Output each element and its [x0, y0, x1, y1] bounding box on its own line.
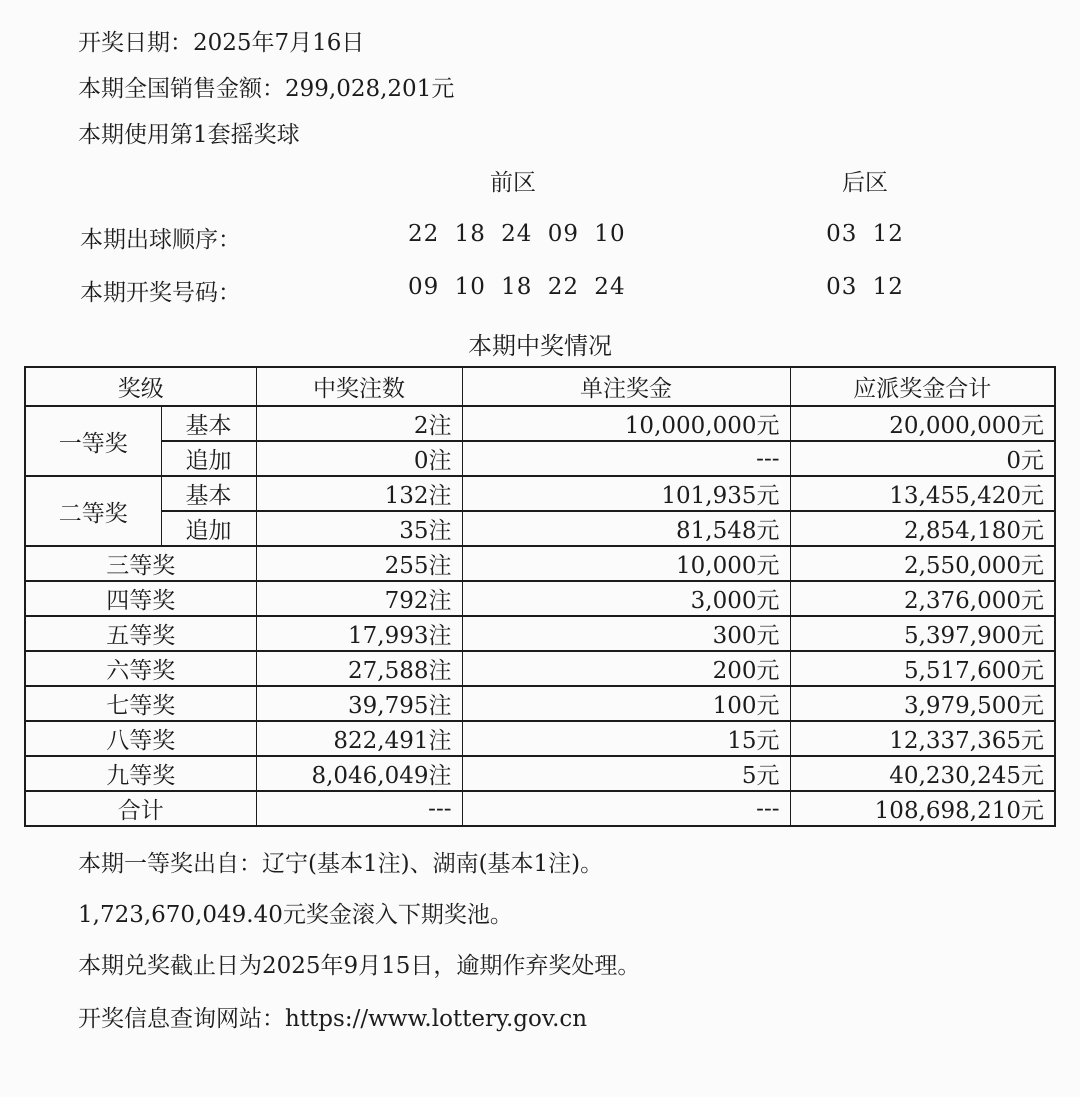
total-prize: 5,517,600元 [790, 651, 1055, 686]
table-row-total [25, 791, 1055, 826]
header-bet-count: 中奖注数 [256, 367, 462, 406]
front-zone-header: 前区 [490, 170, 536, 196]
bet-count: 0注 [256, 441, 462, 476]
per-bet-prize: --- [462, 791, 790, 826]
bet-count: 132注 [256, 476, 462, 511]
total-prize: 0元 [790, 441, 1055, 476]
table-row [25, 546, 1055, 581]
prize-subtype: 追加 [161, 441, 256, 476]
bet-count: 792注 [256, 581, 462, 616]
table-row [25, 651, 1055, 686]
table-header-row [25, 367, 1055, 406]
table-row [25, 616, 1055, 651]
prize-subtype: 基本 [161, 406, 256, 441]
total-prize: 12,337,365元 [790, 721, 1055, 756]
per-bet-prize: 200元 [462, 651, 790, 686]
winning-front-numbers: 09 10 18 22 24 [408, 274, 626, 300]
winning-back-numbers: 03 12 [826, 274, 904, 300]
per-bet-prize: --- [462, 441, 790, 476]
per-bet-prize: 100元 [462, 686, 790, 721]
per-bet-prize: 15元 [462, 721, 790, 756]
sales-amount-line: 本期全国销售金额：299,028,201元 [78, 76, 455, 102]
table-row [25, 721, 1055, 756]
per-bet-prize: 81,548元 [462, 511, 790, 546]
table-row [25, 756, 1055, 791]
winning-numbers-label: 本期开奖号码： [80, 280, 241, 306]
first-prize-origin-line: 本期一等奖出自：辽宁(基本1注)、湖南(基本1注)。 [78, 851, 604, 877]
bet-count: 35注 [256, 511, 462, 546]
header-prize-level: 奖级 [25, 367, 256, 406]
total-prize: 3,979,500元 [790, 686, 1055, 721]
bet-count: 27,588注 [256, 651, 462, 686]
prize-section-title: 本期中奖情况 [468, 332, 612, 360]
table-row [25, 406, 1055, 441]
prize-subtype: 基本 [161, 476, 256, 511]
prize-level: 七等奖 [25, 686, 256, 721]
draw-order-back-numbers: 03 12 [826, 221, 904, 247]
header-total-prize: 应派奖金合计 [790, 367, 1055, 406]
table-row [25, 476, 1055, 511]
ball-set-line: 本期使用第1套摇奖球 [78, 122, 300, 148]
bet-count: 17,993注 [256, 616, 462, 651]
total-prize: 40,230,245元 [790, 756, 1055, 791]
prize-level: 三等奖 [25, 546, 256, 581]
per-bet-prize: 5元 [462, 756, 790, 791]
prize-table [24, 366, 1056, 827]
bet-count: 8,046,049注 [256, 756, 462, 791]
per-bet-prize: 3,000元 [462, 581, 790, 616]
bet-count: 39,795注 [256, 686, 462, 721]
prize-level: 六等奖 [25, 651, 256, 686]
header-per-bet-prize: 单注奖金 [462, 367, 790, 406]
total-prize: 5,397,900元 [790, 616, 1055, 651]
total-prize: 2,854,180元 [790, 511, 1055, 546]
redeem-deadline-line: 本期兑奖截止日为2025年9月15日，逾期作弃奖处理。 [78, 953, 641, 979]
prize-level: 九等奖 [25, 756, 256, 791]
bet-count: 2注 [256, 406, 462, 441]
per-bet-prize: 101,935元 [462, 476, 790, 511]
prize-level: 八等奖 [25, 721, 256, 756]
total-prize: 20,000,000元 [790, 406, 1055, 441]
prize-level: 五等奖 [25, 616, 256, 651]
table-row [25, 686, 1055, 721]
per-bet-prize: 300元 [462, 616, 790, 651]
per-bet-prize: 10,000元 [462, 546, 790, 581]
back-zone-header: 后区 [842, 170, 888, 196]
prize-level: 二等奖 [25, 476, 161, 546]
table-row [25, 511, 1055, 546]
bet-count: 255注 [256, 546, 462, 581]
total-prize: 108,698,210元 [790, 791, 1055, 826]
website-line: 开奖信息查询网站：https://www.lottery.gov.cn [78, 1006, 588, 1032]
total-prize: 13,455,420元 [790, 476, 1055, 511]
draw-order-label: 本期出球顺序： [80, 227, 241, 253]
bet-count: 822,491注 [256, 721, 462, 756]
total-prize: 2,376,000元 [790, 581, 1055, 616]
rollover-line: 1,723,670,049.40元奖金滚入下期奖池。 [78, 902, 513, 928]
draw-date-line: 开奖日期：2025年7月16日 [78, 30, 365, 56]
prize-level: 合计 [25, 791, 256, 826]
draw-order-front-numbers: 22 18 24 09 10 [408, 221, 626, 247]
table-row [25, 581, 1055, 616]
total-prize: 2,550,000元 [790, 546, 1055, 581]
per-bet-prize: 10,000,000元 [462, 406, 790, 441]
bet-count: --- [256, 791, 462, 826]
prize-subtype: 追加 [161, 511, 256, 546]
prize-level: 四等奖 [25, 581, 256, 616]
prize-level: 一等奖 [25, 406, 161, 476]
table-row [25, 441, 1055, 476]
